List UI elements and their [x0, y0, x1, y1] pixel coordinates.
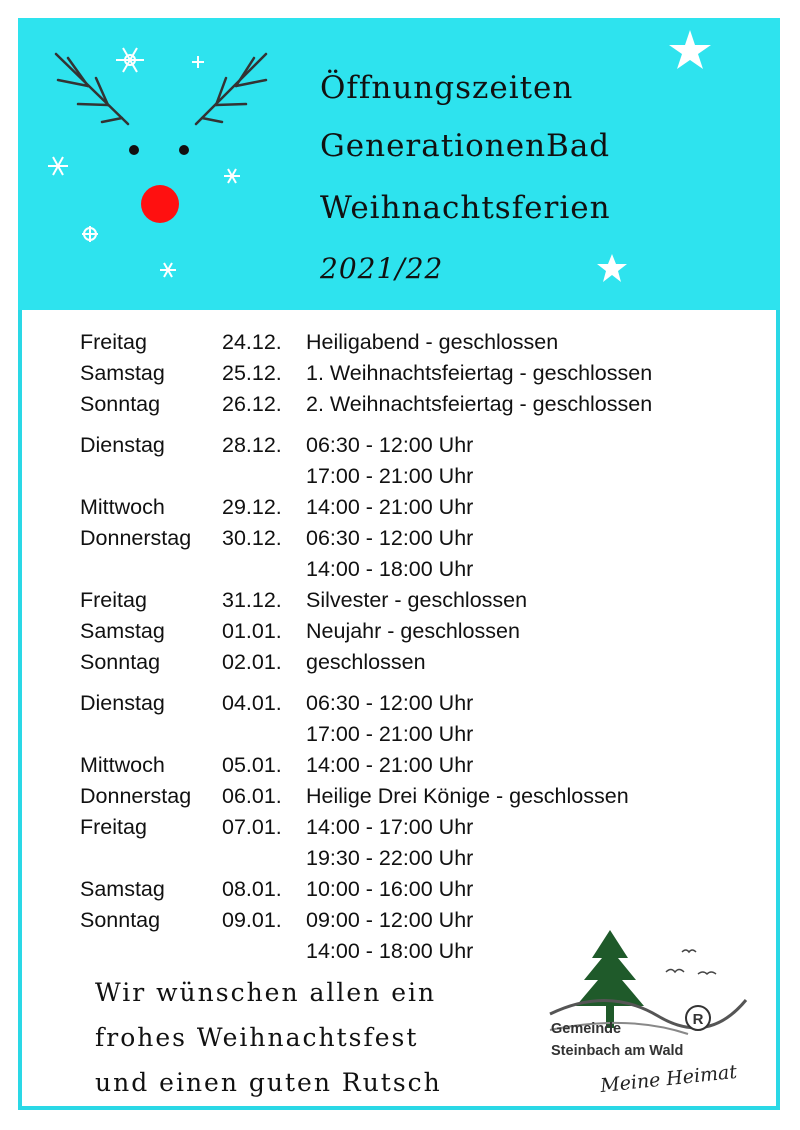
schedule-table: [80, 327, 740, 967]
schedule-date: 28.12.: [222, 433, 282, 457]
title-year: 2021/22: [320, 252, 444, 285]
logo-name-line-1: Gemeinde: [551, 1021, 622, 1037]
schedule-day: Freitag: [80, 815, 147, 839]
schedule-info: 06:30 - 12:00 Uhr: [306, 526, 474, 550]
schedule-info: 09:00 - 12:00 Uhr: [306, 908, 474, 932]
schedule-info: 14:00 - 21:00 Uhr: [306, 753, 474, 777]
schedule-date: 04.01.: [222, 691, 282, 715]
schedule-row: [80, 874, 740, 905]
schedule-info: 06:30 - 12:00 Uhr: [306, 433, 474, 457]
schedule-info: 14:00 - 18:00 Uhr: [306, 557, 474, 581]
title-line-2: GenerationenBad: [320, 128, 611, 164]
schedule-info: 19:30 - 22:00 Uhr: [306, 846, 474, 870]
title-line-1: Öffnungszeiten: [320, 70, 574, 106]
schedule-row: [80, 843, 740, 874]
schedule-row: [80, 585, 740, 616]
schedule-date: 25.12.: [222, 361, 282, 385]
birds-icon: [666, 950, 716, 974]
schedule-day: Dienstag: [80, 691, 165, 715]
schedule-date: 30.12.: [222, 526, 282, 550]
fir-tree-icon: [576, 930, 644, 1028]
schedule-row: [80, 647, 740, 678]
right-eye-icon: [179, 145, 189, 155]
schedule-date: 01.01.: [222, 619, 282, 643]
schedule-row: [80, 688, 740, 719]
schedule-row: [80, 389, 740, 420]
schedule-date: 08.01.: [222, 877, 282, 901]
schedule-date: 06.01.: [222, 784, 282, 808]
wish-line-2: frohes Weihnachtsfest: [95, 1023, 419, 1052]
schedule-info: 14:00 - 17:00 Uhr: [306, 815, 474, 839]
left-antler-icon: [56, 54, 128, 124]
schedule-row: [80, 616, 740, 647]
schedule-row: [80, 812, 740, 843]
schedule-day: Donnerstag: [80, 526, 192, 550]
schedule-info: 14:00 - 21:00 Uhr: [306, 495, 474, 519]
snowflake-icon: [48, 48, 240, 277]
wish-line-3: und einen guten Rutsch: [95, 1068, 442, 1097]
schedule-info: 17:00 - 21:00 Uhr: [306, 464, 474, 488]
schedule-row: [80, 554, 740, 585]
schedule-day: Donnerstag: [80, 784, 192, 808]
schedule-day: Dienstag: [80, 433, 165, 457]
schedule-info: Heilige Drei Könige - geschlossen: [306, 784, 629, 808]
schedule-day: Mittwoch: [80, 753, 165, 777]
schedule-date: 31.12.: [222, 588, 282, 612]
schedule-info: Heiligabend - geschlossen: [306, 330, 559, 354]
schedule-day: Samstag: [80, 361, 165, 385]
star-icon: [669, 30, 711, 69]
red-nose-icon: [141, 185, 179, 223]
schedule-row: [80, 327, 740, 358]
schedule-day: Samstag: [80, 877, 165, 901]
schedule-info: 10:00 - 16:00 Uhr: [306, 877, 474, 901]
schedule-date: 24.12.: [222, 330, 282, 354]
schedule-date: 05.01.: [222, 753, 282, 777]
schedule-date: 07.01.: [222, 815, 282, 839]
schedule-date: 02.01.: [222, 650, 282, 674]
schedule-row: [80, 492, 740, 523]
logo-slogan: Meine Heimat: [599, 1060, 738, 1098]
schedule-date: 29.12.: [222, 495, 282, 519]
schedule-row: [80, 719, 740, 750]
schedule-info: 17:00 - 21:00 Uhr: [306, 722, 474, 746]
schedule-date: 26.12.: [222, 392, 282, 416]
schedule-row: [80, 430, 740, 461]
schedule-row: [80, 750, 740, 781]
left-eye-icon: [129, 145, 139, 155]
schedule-date: 09.01.: [222, 908, 282, 932]
schedule-day: Mittwoch: [80, 495, 165, 519]
badge-letter: R: [692, 1011, 704, 1028]
schedule-row: [80, 523, 740, 554]
logo-name-line-2: Steinbach am Wald: [551, 1043, 684, 1059]
schedule-info: 2. Weihnachtsfeiertag - geschlossen: [306, 392, 653, 416]
wish-line-1: Wir wünschen allen ein: [95, 978, 437, 1007]
schedule-day: Freitag: [80, 588, 147, 612]
schedule-row: [80, 358, 740, 389]
schedule-day: Sonntag: [80, 392, 161, 416]
schedule-row: [80, 781, 740, 812]
schedule-info: 14:00 - 18:00 Uhr: [306, 939, 474, 963]
schedule-info: geschlossen: [306, 650, 426, 674]
title-line-3: Weihnachtsferien: [320, 190, 611, 226]
schedule-info: 1. Weihnachtsfeiertag - geschlossen: [306, 361, 653, 385]
star-icon: [597, 254, 627, 282]
schedule-info: 06:30 - 12:00 Uhr: [306, 691, 474, 715]
right-antler-icon: [196, 54, 266, 124]
schedule-info: Silvester - geschlossen: [306, 588, 528, 612]
schedule-day: Freitag: [80, 330, 147, 354]
schedule-day: Sonntag: [80, 650, 161, 674]
schedule-day: Sonntag: [80, 908, 161, 932]
schedule-day: Samstag: [80, 619, 165, 643]
schedule-info: Neujahr - geschlossen: [306, 619, 520, 643]
schedule-row: [80, 461, 740, 492]
